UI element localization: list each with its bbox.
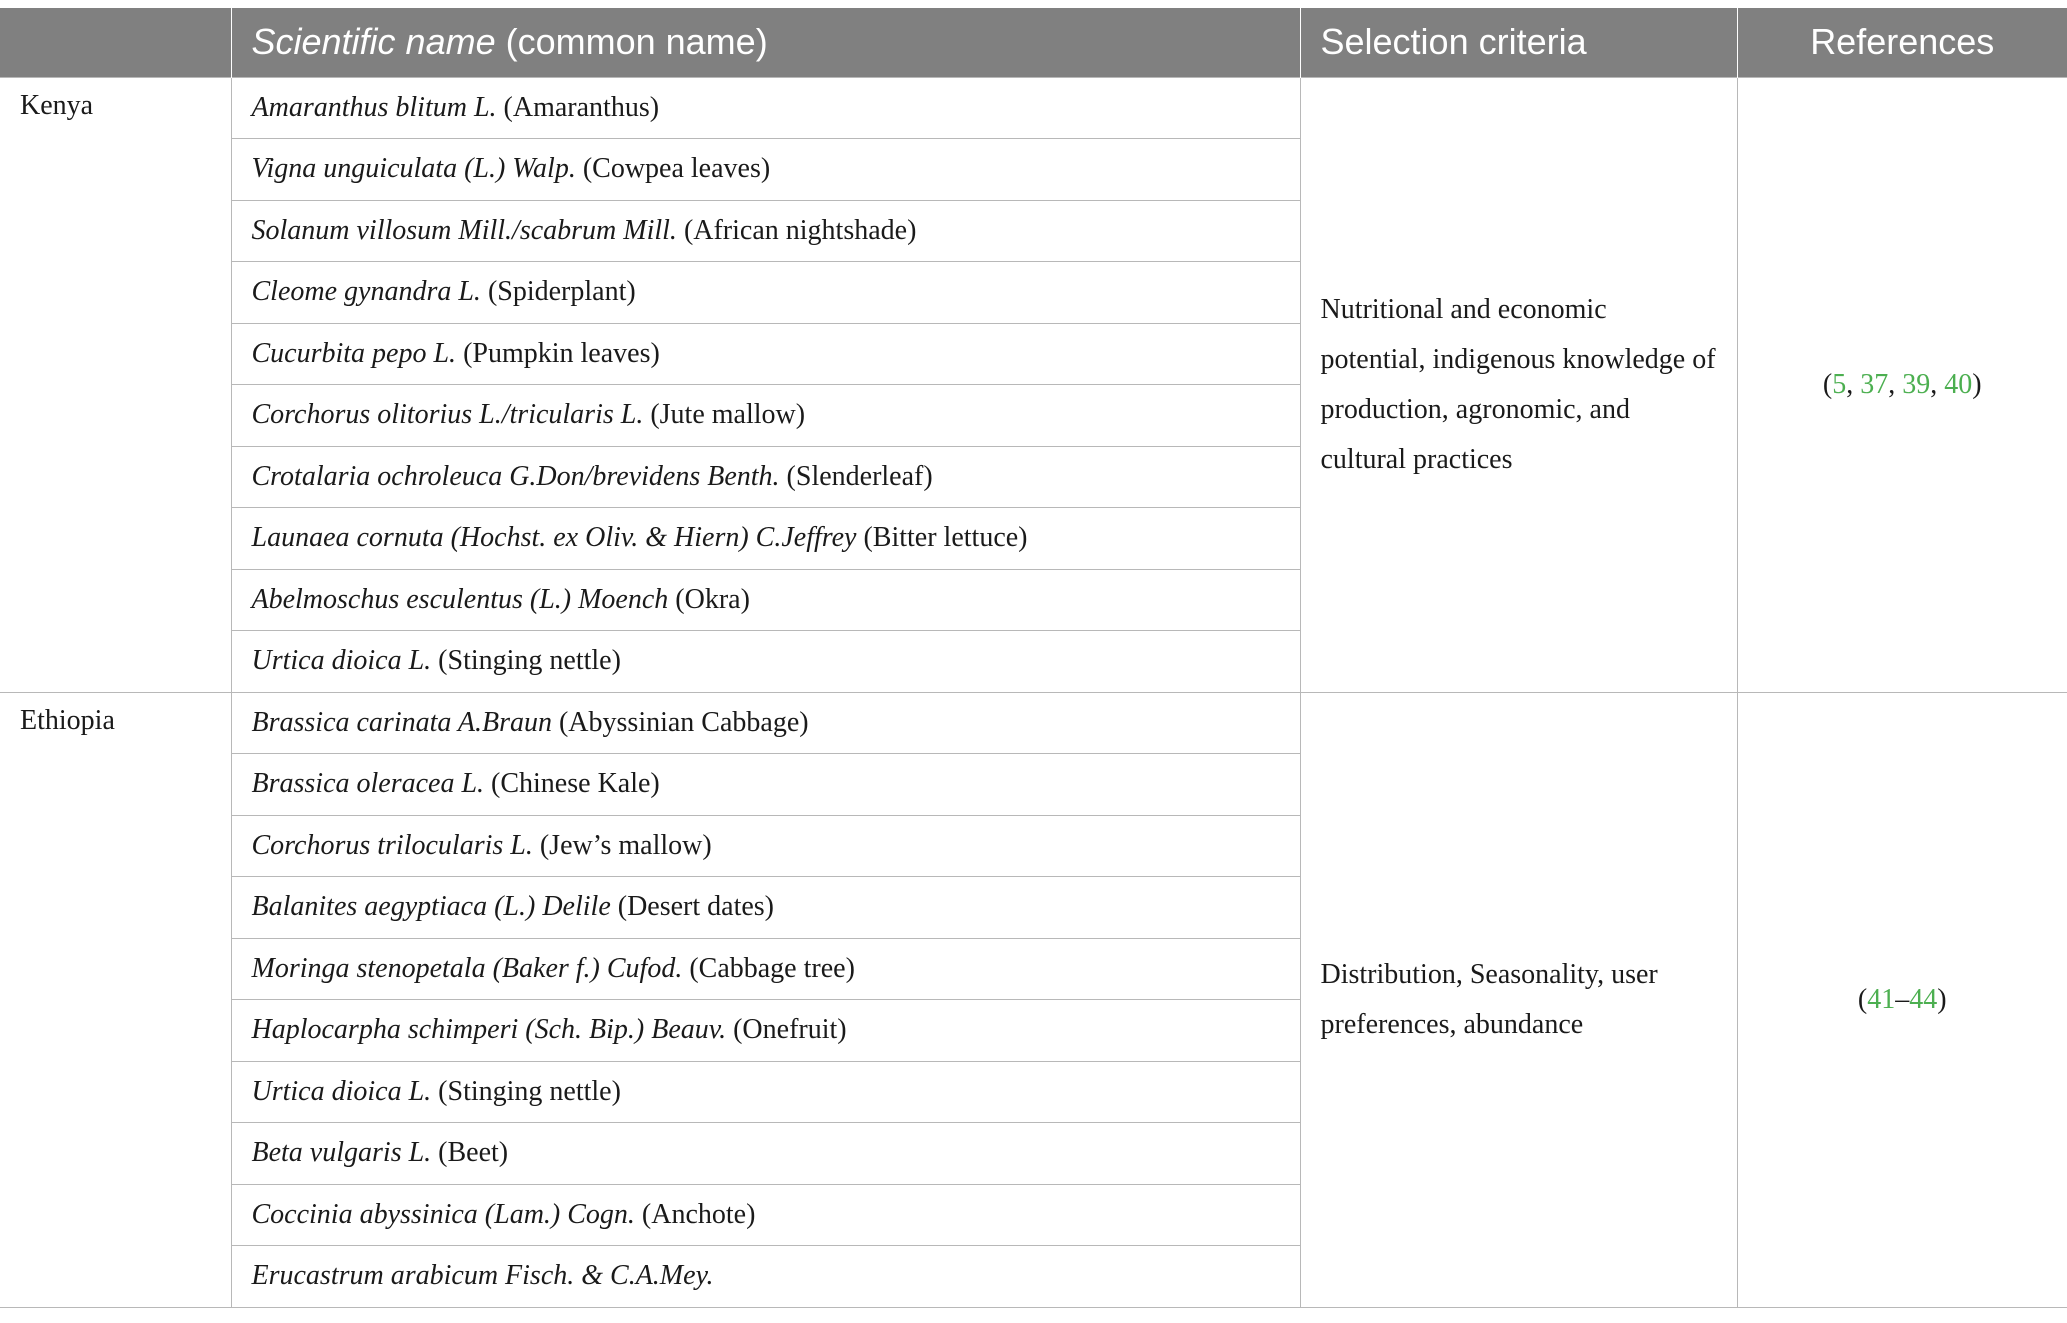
species-cell: [231, 569, 1300, 631]
scientific-name: Brassica carinata A.Braun: [251, 706, 552, 738]
header-scientific-name: [231, 8, 1300, 77]
header-scientific-name-italic: Scientific name: [251, 21, 496, 63]
species-cell: [231, 631, 1300, 693]
common-name: (Anchote): [634, 1198, 756, 1230]
ref-paren-close: ): [1972, 368, 1982, 400]
species-cell: [231, 938, 1300, 1000]
table-row: [0, 77, 2067, 139]
common-name: (Okra): [668, 583, 750, 615]
header-row: [0, 8, 2067, 77]
species-cell: [231, 385, 1300, 447]
ref-link[interactable]: 37: [1860, 368, 1889, 400]
scientific-name: Brassica oleracea L.: [251, 768, 485, 800]
common-name: (Beet): [431, 1137, 509, 1169]
common-name: (Slenderleaf): [779, 460, 933, 492]
ref-sep: ,: [1930, 368, 1945, 400]
ref-sep: –: [1895, 983, 1910, 1015]
header-references: References: [1737, 8, 2067, 77]
ref-link[interactable]: 39: [1902, 368, 1931, 400]
species-cell: [231, 877, 1300, 939]
scientific-name: Corchorus trilocularis L.: [251, 829, 533, 861]
scientific-name: Crotalaria ochroleuca G.Don/brevidens Benth.: [251, 460, 780, 492]
common-name: (Bitter lettuce): [856, 522, 1028, 554]
scientific-name: Erucastrum arabicum Fisch. & C.A.Mey.: [251, 1260, 714, 1292]
scientific-name: Haplocarpha schimperi (Sch. Bip.) Beauv.: [251, 1014, 727, 1046]
species-cell: [231, 508, 1300, 570]
scientific-name: Moringa stenopetala (Baker f.) Cufod.: [251, 952, 683, 984]
header-selection-criteria: Selection criteria: [1300, 8, 1737, 77]
ref-link[interactable]: 41: [1867, 983, 1896, 1015]
scientific-name: Cucurbita pepo L.: [251, 337, 457, 369]
scientific-name: Amaranthus blitum L.: [251, 91, 497, 123]
species-cell: [231, 1246, 1300, 1308]
table-header: [0, 8, 2067, 77]
common-name: (Chinese Kale): [484, 768, 660, 800]
scientific-name: Urtica dioica L.: [251, 1075, 432, 1107]
country-cell-ethiopia: Ethiopia: [0, 692, 231, 1307]
table-body: [0, 77, 2067, 1307]
common-name: (Jute mallow): [643, 399, 806, 431]
scientific-name: Coccinia abyssinica (Lam.) Cogn.: [251, 1198, 635, 1230]
ref-link[interactable]: 5: [1832, 368, 1847, 400]
scientific-name: Beta vulgaris L.: [251, 1137, 432, 1169]
criteria-cell-kenya: Nutritional and economic potential, indigenous knowledge of production, agronomic, and cultural practices: [1300, 77, 1737, 692]
species-cell: [231, 200, 1300, 262]
species-cell: [231, 1123, 1300, 1185]
scientific-name: Vigna unguiculata (L.) Walp.: [251, 153, 576, 185]
species-cell: [231, 1000, 1300, 1062]
species-cell: [231, 323, 1300, 385]
species-table: [0, 8, 2067, 1308]
species-cell: [231, 815, 1300, 877]
species-cell: [231, 1061, 1300, 1123]
scientific-name: Corchorus olitorius L./tricularis L.: [251, 399, 644, 431]
common-name: (Desert dates): [610, 891, 775, 923]
common-name: (Stinging nettle): [431, 645, 621, 677]
criteria-cell-ethiopia: Distribution, Seasonality, user preferences, abundance: [1300, 692, 1737, 1307]
common-name: (Onefruit): [726, 1014, 847, 1046]
common-name: (Amaranthus): [496, 91, 660, 123]
species-cell: [231, 692, 1300, 754]
common-name: (African nightshade): [676, 214, 917, 246]
scientific-name: Solanum villosum Mill./scabrum Mill.: [251, 214, 677, 246]
common-name: (Cabbage tree): [682, 952, 855, 984]
ref-sep: ,: [1888, 368, 1903, 400]
ref-sep: ,: [1846, 368, 1861, 400]
header-common-name: (common name): [495, 21, 768, 63]
table-row: [0, 692, 2067, 754]
common-name: (Abyssinian Cabbage): [551, 706, 809, 738]
common-name: (Stinging nettle): [431, 1075, 621, 1107]
common-name: (Pumpkin leaves): [456, 337, 660, 369]
ref-paren-close: ): [1937, 983, 1947, 1015]
common-name: (Jew’s mallow): [532, 829, 712, 861]
scientific-name: Cleome gynandra L.: [251, 276, 481, 308]
species-cell: [231, 139, 1300, 201]
scientific-name: Urtica dioica L.: [251, 645, 432, 677]
scientific-name: Abelmoschus esculentus (L.) Moench: [251, 583, 669, 615]
ref-paren-open: (: [1857, 983, 1868, 1015]
scientific-name: Balanites aegyptiaca (L.) Delile: [251, 891, 611, 923]
refs-cell-kenya: [1737, 77, 2067, 692]
species-cell: [231, 77, 1300, 139]
ref-link[interactable]: 44: [1909, 983, 1938, 1015]
common-name: (Spiderplant): [480, 276, 636, 308]
scientific-name: Launaea cornuta (Hochst. ex Oliv. & Hiern) C.Jeffrey: [251, 522, 857, 554]
ref-link[interactable]: 40: [1944, 368, 1973, 400]
species-cell: [231, 262, 1300, 324]
species-cell: [231, 446, 1300, 508]
header-country: [0, 8, 231, 77]
common-name: (Cowpea leaves): [575, 153, 771, 185]
species-cell: [231, 1184, 1300, 1246]
ref-paren-open: (: [1822, 368, 1833, 400]
species-cell: [231, 754, 1300, 816]
country-cell-kenya: Kenya: [0, 77, 231, 692]
refs-cell-ethiopia: [1737, 692, 2067, 1307]
